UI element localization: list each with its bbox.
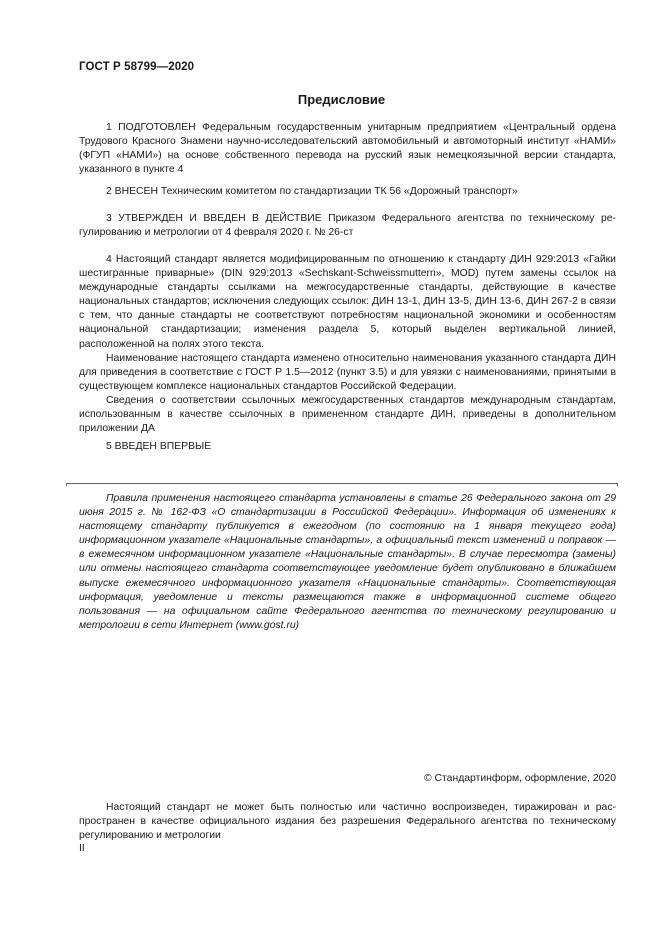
foreword-paragraph: Наименование настоящего стандарта изменено относительно наименования указанного стандарта ДИН для приведения в соответствие с ГОСТ Р 1.5—2012 (пункт 3.5) и для увязки с наименованиями, принятыми в существующем комплексе национальных стандартов Российской Федерации. bbox=[79, 352, 616, 392]
foreword-paragraph: Сведения о соответствии ссылочных межгосударственных стандартов международным стандартам, использованным в качестве ссылочных в примененном стандарте ДИН, приведены в дополнительном приложении ДА bbox=[79, 394, 616, 435]
notice-block bbox=[79, 492, 616, 633]
foreword-paragraph: 3 УТВЕРЖДЕН И ВВЕДЕН В ДЕЙСТВИЕ Приказом Федерального агентства по техническому регулированию и метрологии от 4 февраля 2020 г. № 26-ст bbox=[79, 213, 616, 239]
notice-divider bbox=[66, 483, 618, 484]
copyright-line: © Стандартинформ, оформление, 2020 bbox=[423, 773, 616, 784]
notice-divider-left-tick bbox=[66, 483, 67, 486]
foreword-paragraph: 2 ВНЕСЕН Техническим комитетом по стандартизации ТК 56 «Дорожный транспорт» bbox=[106, 186, 518, 197]
page-number: II bbox=[79, 843, 85, 854]
foreword-item-1 bbox=[79, 121, 616, 177]
foreword-paragraph: 1 ПОДГОТОВЛЕН Федеральным государственным унитарным предприятием «Центральный ордена Трудового Красного Знамени научно-исследовательский автомобильный и автомоторный институт «НАМИ» (ФГУП «НАМИ») на основе собственного перевода на русский язык немецкоязычной версии стандарта, указанного в пункте 4 bbox=[79, 122, 616, 176]
reproduction-notice bbox=[79, 801, 616, 843]
foreword-item-3 bbox=[79, 212, 616, 240]
notice-text: Правила применения настоящего стандарта установлены в статье 26 Федерального закона от 29 июня 2015 г. № 162-ФЗ «О стандартизации в Российской Федерации». Информация об изменениях к настоящему стандарту публикуется в ежегодном (по состоянию на 1 января текущего года) информационном указателе «Национальные стандарты», а официальный текст изменений и поправок — в ежемесячном информационном указателе «Национальные стандарты». В случае пересмотра (замены) или отмены настоящего стандарта соответствующее уведомление будет опубликовано в ближайшем выпуске ежемесячного информационного указателя «Национальные стандарты». Соответствующая информация, уведомление и тексты размещаются также в информационной системе общего пользования — на официальном сайте Федерального агентства по техническому регулированию и метрологии в сети Интернет (www.gost.ru) bbox=[79, 493, 616, 631]
reproduction-notice-text: Настоящий стандарт не может быть полностью или частично воспроизведен, тиражирован и распространен в качестве официального издания без разрешения Федерального агентства по техническому регулированию и метрологии bbox=[79, 802, 616, 842]
notice-divider-right-tick bbox=[617, 483, 618, 486]
foreword-item-2 bbox=[79, 185, 616, 199]
standard-number: ГОСТ Р 58799—2020 bbox=[79, 61, 195, 73]
foreword-item-4 bbox=[79, 253, 616, 436]
foreword-item-5 bbox=[79, 440, 616, 454]
page-title: Предисловие bbox=[297, 92, 386, 107]
foreword-paragraph: 4 Настоящий стандарт является модифицированным по отношению к стандарту ДИН 929:2013 «Гайки шестигранные приварные» (DIN 929:2013 «Sechskant-Schweissmuttern», MOD) путем замены ссылок на международные стандарты ссылками на межгосударственные стандарты, действующие в качестве национальных стандартов; исключения следующих ссылок: ДИН 13-1, ДИН 13-5, ДИН 13-6, ДИН 267-2 в связи с тем, что данные стандарты не соответствуют потребностям национальной экономики и особенностям национальной стандартизации; изменения раздела 5, который выделен вертикальной линией, расположенной на полях этого текста. bbox=[79, 254, 616, 350]
foreword-paragraph: 5 ВВЕДЕН ВПЕРВЫЕ bbox=[106, 441, 212, 452]
